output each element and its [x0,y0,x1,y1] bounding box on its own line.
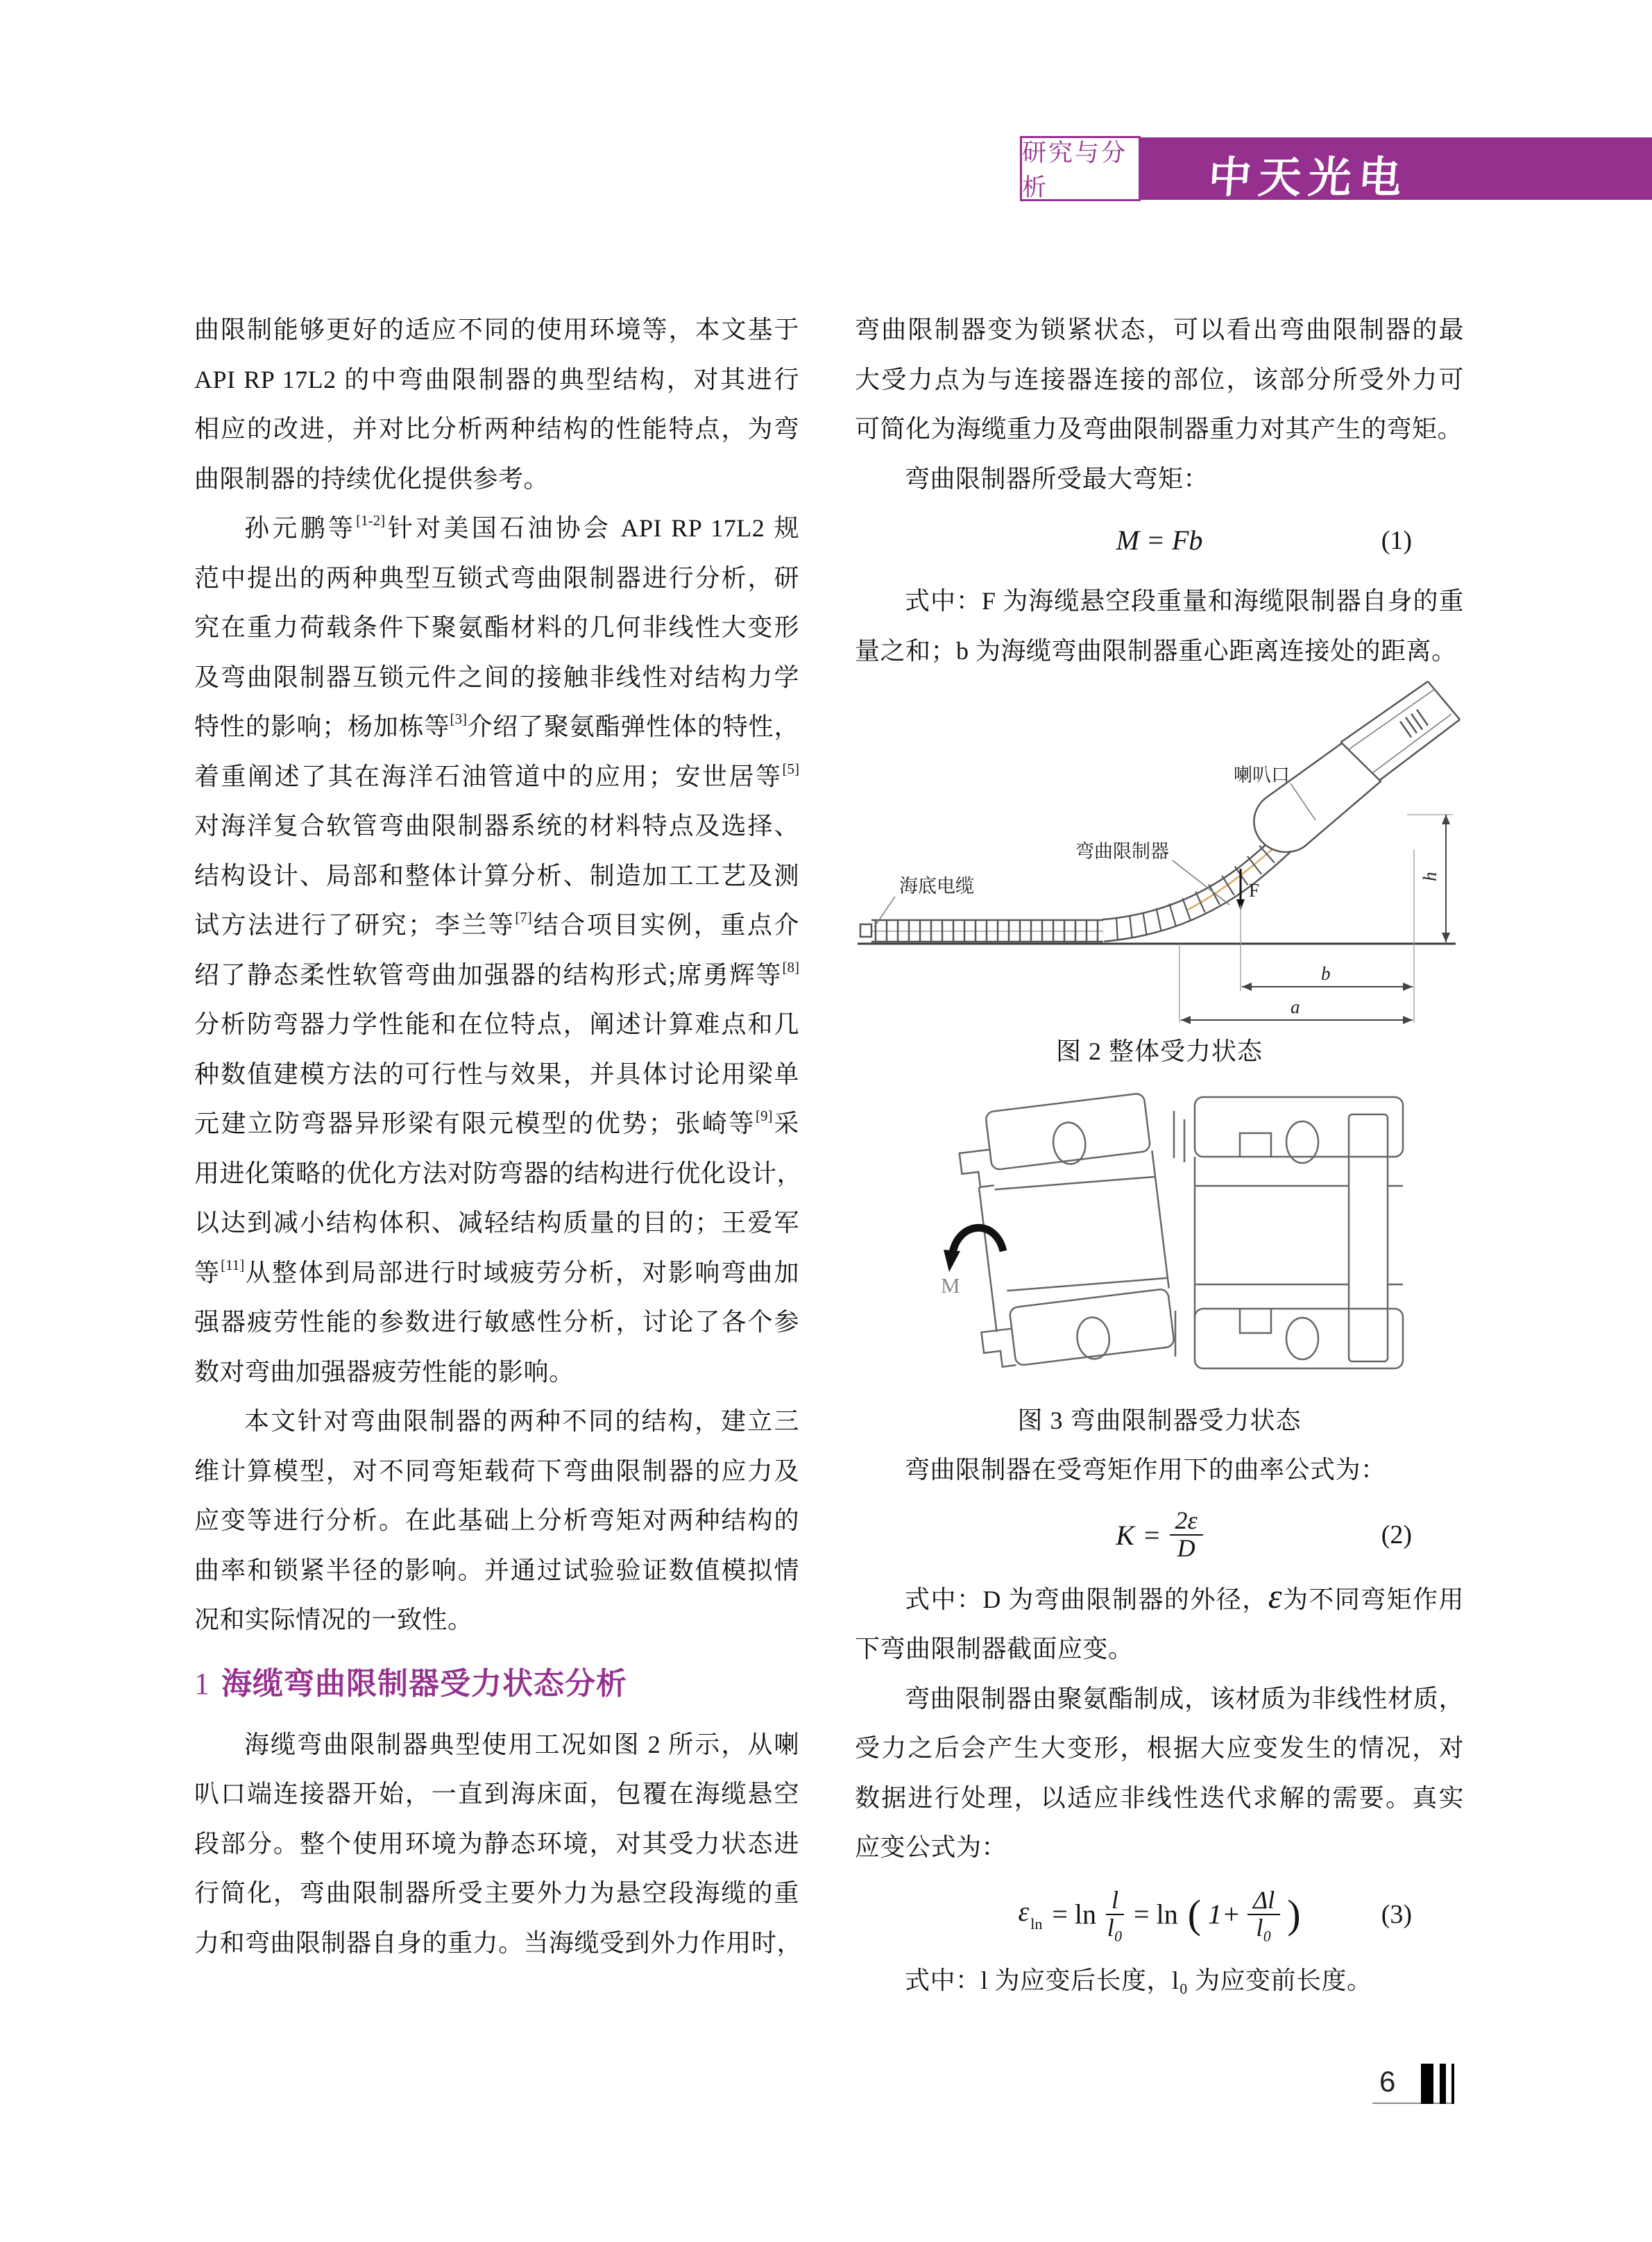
text-line: 叭口端连接器开始，一直到海床面，包覆在海缆悬空 [194,1780,799,1808]
text-line: 究在重力荷载条件下聚氨酯材料的几何非线性大变形 [194,613,799,641]
text-line: 分析防弯器力学性能和在位特点，阐述计算难点和几 [194,1010,799,1038]
text-line: 行简化，弯曲限制器所受主要外力为悬空段海缆的重 [194,1879,799,1907]
equation-3-number: (3) [1381,1899,1412,1929]
figure2-caption: 图 2 整体受力状态 [1055,1037,1263,1065]
footer-bar-icon [1451,2064,1454,2104]
paragraph [855,305,1464,455]
text-line: 试方法进行了研究；李兰等[7]结合项目实例，重点介 [194,909,799,939]
text-line: 本文针对弯曲限制器的两种不同的结构，建立三 [244,1407,799,1435]
text-line: 应变公式为： [855,1833,1007,1861]
equation-1 [855,504,1464,577]
brand-logo: 中天光电 [1207,155,1410,202]
text-line: 数据进行处理，以适应非线性迭代求解的需要。真实 [855,1783,1464,1812]
text-line: 及弯曲限制器互锁元件之间的接触非线性对结构力学 [194,663,799,691]
equals-sign: = [1143,1519,1160,1551]
text-line: 相应的改进，并对比分析两种结构的性能特点，为弯 [194,415,799,443]
section-heading [194,1663,799,1705]
text-line: 况和实际情况的一致性。 [194,1606,473,1633]
text-line: 受力之后会产生大变形，根据大应变发生的情况，对 [855,1734,1464,1762]
text-line: 力和弯曲限制器自身的重力。当海缆受到外力作用时， [194,1928,803,1957]
right-vertebra [1195,1097,1403,1368]
text-line: 式中：D 为弯曲限制器的外径，ε为不同弯矩作用 [905,1576,1464,1615]
fraction-denominator: D [1177,1534,1195,1562]
fraction-denominator: l₀ [1256,1913,1272,1942]
text-line: 强器疲劳性能的参数进行敏感性分析，讨论了各个参 [194,1308,799,1336]
text-line: 特性的影响；杨加栋等[3]介绍了聚氨酯弹性体的特性， [194,711,799,740]
dimension-h [1420,815,1450,942]
text-line: 元建立防弯器异形梁有限元模型的优势；张崎等[9]采 [194,1107,799,1137]
dimension-b [1242,963,1413,991]
strain-symbol: $\varepsilon_{ln}$ [1018,1896,1043,1933]
text-line: 段部分。整个使用环境为静态环境，对其受力状态进 [194,1829,799,1858]
text-line: 种数值建模方法的可行性与效果，并具体讨论用梁单 [194,1060,799,1088]
equals-ln: = ln [1052,1899,1097,1930]
equation-2 [855,1495,1464,1575]
dim-b-label: b [1321,963,1331,984]
text-line: 绍了静态柔性软管弯曲加强器的结构形式;席勇辉等[8] [194,958,799,989]
heading-title: 海缆弯曲限制器受力状态分析 [221,1666,627,1701]
page-number: 6 [1379,2065,1396,2098]
text-line: API RP 17L2 的中弯曲限制器的典型结构，对其进行 [194,365,799,393]
paragraph [855,1956,1464,2006]
text-line: 弯曲限制器所受最大弯矩： [905,464,1209,493]
text-line: 用进化策略的优化方法对防弯器的结构进行优化设计， [194,1159,803,1187]
fraction [1106,1887,1124,1942]
section-tag-label: 研究与分析 [1022,139,1128,201]
text-line: 应变等进行分析。在此基础上分析弯矩对两种结构的 [194,1506,799,1534]
restrictor-segments-straight [860,920,1103,942]
fraction-numerator: Δl [1247,1887,1280,1915]
figure3-caption: 图 3 弯曲限制器受力状态 [1017,1407,1302,1434]
paragraph [194,1720,803,1969]
text-line: 孙元鹏等[1-2]针对美国石油协会 API RP 17L2 规 [244,512,799,542]
figure2-diagram [855,676,1464,1026]
paragraph [194,504,803,1397]
fraction-denominator: l₀ [1107,1913,1123,1942]
paragraph [855,1445,1464,1495]
text-line: 结构设计、局部和整体计算分析、制造加工工艺及测 [194,861,799,890]
header-band [1139,137,1652,200]
dim-a-label: a [1291,996,1300,1017]
text-line: 以达到减小结构体积、减轻结构质量的目的；王爱军 [194,1209,799,1237]
text-line: 式中：l 为应变后长度，l₀ 为应变前长度。 [905,1966,1372,1994]
text-line: 着重阐述了其在海洋石油管道中的应用；安世居等[5] [194,760,799,790]
text-line: 弯曲限制器由聚氨酯制成，该材质为非线性材质， [905,1684,1464,1713]
text-line: 曲限制能够更好的适应不同的使用环境等，本文基于 [194,316,799,343]
dim-h-label: h [1420,872,1440,881]
heading-number: 1 [194,1666,210,1701]
paragraph [194,1397,799,1645]
figure2 [855,676,1464,1026]
seabed-cable-label: 海底电缆 [899,876,974,897]
paragraph [855,1674,1464,1873]
equation-3: $\varepsilon_{ln}$ = ln $\frac{l}{\text{l₀}}$ = ln ( 1+ $\frac{\Delta l}{\text{l₀}}$ ) (3) [1018,1885,1412,1942]
text-line: 海缆弯曲限制器典型使用工况如图 2 所示，从喇 [244,1730,799,1758]
equation-2-lhs: K [1116,1519,1134,1551]
text-line: 可简化为海缆重力及弯曲限制器重力对其产生的弯矩。 [855,415,1463,443]
text-line: 曲率和锁紧半径的影响。并通过试验验证数值模拟情 [194,1556,799,1584]
text-line: 弯曲限制器变为锁紧状态，可以看出弯曲限制器的最 [855,316,1464,343]
text-line: 弯曲限制器在受弯矩作用下的曲率公式为： [905,1456,1386,1484]
footer-bar-icon [1421,2064,1433,2104]
bell-mouth-label: 喇叭口 [1234,765,1290,785]
paragraph [855,577,1464,676]
text-line: 范中提出的两种典型互锁式弯曲限制器进行分析，研 [194,563,799,592]
figure3-diagram [924,1076,1410,1388]
text-line: 对海洋复合软管弯曲限制器系统的材料特点及选择、 [194,812,799,840]
paragraph [855,1575,1464,1674]
text-line: 维计算模型，对不同弯矩载荷下弯曲限制器的应力及 [194,1457,799,1485]
dimension-guides [1180,815,1453,1023]
equation-1-formula: M = Fb [1116,525,1203,556]
text-line: 曲限制器的持续优化提供参考。 [194,464,550,493]
text-line: 大受力点为与连接器连接的部位，该部分所受外力可 [855,365,1464,393]
bell-mouth-shape [1254,743,1381,852]
fraction [1247,1887,1280,1942]
left-column [194,305,803,1968]
force-label: F [1249,880,1260,901]
footer-bar-icon [1440,2064,1446,2104]
text-line: 等[11]从整体到局部进行时域疲劳分析，对影响弯曲加 [194,1256,799,1286]
moment-label: M [941,1273,960,1298]
figure3 [855,1076,1464,1395]
text-line: 数对弯曲加强器疲劳性能的影响。 [194,1357,574,1386]
section-tag [1020,136,1141,201]
text-line: 下弯曲限制器截面应变。 [855,1635,1134,1663]
fraction-numerator: l [1106,1887,1124,1915]
one-plus: 1+ [1208,1899,1241,1930]
text-line: 式中：F 为海缆悬空段重量和海缆限制器自身的重 [905,587,1464,615]
equals-ln: = ln [1134,1899,1178,1930]
dimension-a [1181,996,1413,1024]
paragraph [855,455,1464,504]
figure2-callouts [874,765,1315,927]
equation-1-number: (1) [1381,525,1412,555]
fraction [1170,1508,1203,1562]
paragraph [194,305,799,504]
fraction-numerator: 2ε [1170,1508,1203,1536]
right-column [855,305,1464,2005]
text-line: 量之和；b 为海缆弯曲限制器重心距离连接处的距离。 [855,636,1457,665]
bend-restrictor-label: 弯曲限制器 [1075,841,1169,862]
equation-2-number: (2) [1381,1520,1412,1549]
moment-arrow [941,1228,1003,1298]
